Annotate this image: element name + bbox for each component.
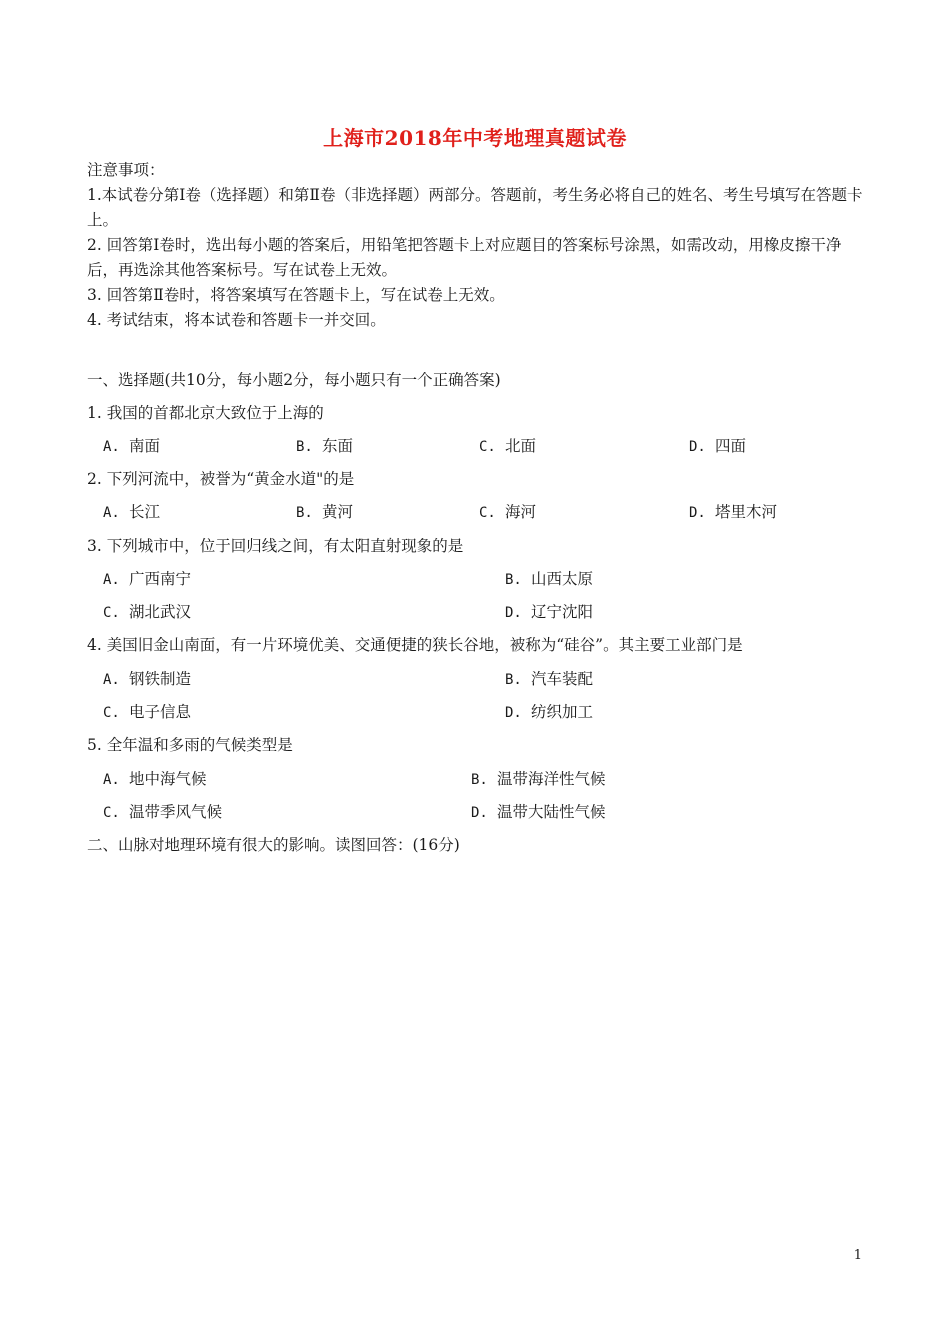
notice-block bbox=[87, 158, 867, 333]
option-label: C. bbox=[103, 705, 120, 721]
question-1-option-c bbox=[479, 434, 536, 459]
notice-item: 4. 考试结束，将本试卷和答题卡一并交回。 bbox=[87, 311, 386, 329]
question-3-option-c bbox=[103, 600, 191, 625]
question-3-stem: 3. 下列城市中，位于回归线之间，有太阳直射现象的是 bbox=[87, 537, 464, 555]
question-1-stem: 1. 我国的首都北京大致位于上海的 bbox=[87, 404, 324, 422]
option-label: B. bbox=[296, 439, 313, 455]
question-5-stem: 5. 全年温和多雨的气候类型是 bbox=[87, 736, 293, 754]
question-4-option-c bbox=[103, 700, 191, 725]
question-4-option-d bbox=[505, 700, 593, 725]
option-label: C. bbox=[103, 605, 120, 621]
question-1-option-a bbox=[103, 434, 160, 459]
option-label: D. bbox=[471, 805, 488, 821]
option-text: 温带季风气候 bbox=[129, 803, 223, 821]
option-label: D. bbox=[505, 705, 522, 721]
option-text: 温带大陆性气候 bbox=[497, 803, 606, 821]
option-label: B. bbox=[471, 772, 488, 788]
question-2-option-c bbox=[479, 500, 536, 525]
question-4-option-a bbox=[103, 667, 191, 692]
option-label: B. bbox=[505, 572, 522, 588]
option-label: A. bbox=[103, 505, 120, 521]
notice-heading: 注意事项： bbox=[87, 161, 165, 179]
option-text: 海河 bbox=[505, 503, 537, 521]
page-number: 1 bbox=[853, 1248, 862, 1263]
notice-item: 3. 回答第Ⅱ卷时，将答案填写在答题卡上，写在试卷上无效。 bbox=[87, 286, 505, 304]
notice-item: 2. 回答第Ⅰ卷时，选出每小题的答案后，用铅笔把答题卡上对应题目的答案标号涂黑，如需改动，用橡皮擦干净后，再选涂其他答案标号。写在试卷上无效。 bbox=[87, 236, 842, 279]
option-label: A. bbox=[103, 672, 120, 688]
option-text: 东面 bbox=[322, 437, 354, 455]
question-2-stem: 2. 下列河流中，被誉为“黄金水道"的是 bbox=[87, 470, 355, 488]
question-4-stem: 4. 美国旧金山南面，有一片环境优美、交通便捷的狭长谷地，被称为“硅谷”。其主要工业部门是 bbox=[87, 636, 743, 654]
question-3-option-a bbox=[103, 567, 191, 592]
option-text: 北面 bbox=[505, 437, 537, 455]
option-text: 钢铁制造 bbox=[129, 670, 192, 688]
question-5-option-b bbox=[471, 767, 606, 792]
question-5-option-d bbox=[471, 800, 606, 825]
question-4-option-b bbox=[505, 667, 593, 692]
option-text: 南面 bbox=[129, 437, 161, 455]
option-text: 辽宁沈阳 bbox=[531, 603, 594, 621]
option-label: A. bbox=[103, 572, 120, 588]
option-text: 山西太原 bbox=[531, 570, 594, 588]
question-3-option-b bbox=[505, 567, 593, 592]
option-text: 长江 bbox=[129, 503, 161, 521]
question-2-option-d bbox=[689, 500, 777, 525]
question-1-option-b bbox=[296, 434, 353, 459]
question-5-option-a bbox=[103, 767, 207, 792]
option-label: A. bbox=[103, 439, 120, 455]
section-2-heading: 二、山脉对地理环境有很大的影响。读图回答：(16分) bbox=[87, 836, 460, 854]
option-text: 电子信息 bbox=[129, 703, 192, 721]
option-label: B. bbox=[296, 505, 313, 521]
option-text: 温带海洋性气候 bbox=[497, 770, 606, 788]
option-label: B. bbox=[505, 672, 522, 688]
question-5-option-c bbox=[103, 800, 222, 825]
question-3-option-d bbox=[505, 600, 593, 625]
option-text: 四面 bbox=[715, 437, 747, 455]
section-1-heading: 一、选择题(共10分，每小题2分，每小题只有一个正确答案) bbox=[87, 371, 501, 389]
option-text: 塔里木河 bbox=[715, 503, 778, 521]
notice-item: 1.本试卷分第Ⅰ卷（选择题）和第Ⅱ卷（非选择题）两部分。答题前，考生务必将自己的姓名、考生号填写在答题卡上。 bbox=[87, 186, 863, 229]
page-title: 上海市2018年中考地理真题试卷 bbox=[323, 126, 627, 150]
option-text: 地中海气候 bbox=[129, 770, 207, 788]
option-text: 黄河 bbox=[322, 503, 354, 521]
option-text: 汽车装配 bbox=[531, 670, 594, 688]
option-label: D. bbox=[505, 605, 522, 621]
option-text: 湖北武汉 bbox=[129, 603, 192, 621]
option-text: 广西南宁 bbox=[129, 570, 192, 588]
question-2-option-a bbox=[103, 500, 160, 525]
option-text: 纺织加工 bbox=[531, 703, 594, 721]
option-label: C. bbox=[103, 805, 120, 821]
option-label: C. bbox=[479, 505, 496, 521]
option-label: D. bbox=[689, 505, 706, 521]
option-label: C. bbox=[479, 439, 496, 455]
question-2-option-b bbox=[296, 500, 353, 525]
option-label: D. bbox=[689, 439, 706, 455]
option-label: A. bbox=[103, 772, 120, 788]
question-1-option-d bbox=[689, 434, 746, 459]
